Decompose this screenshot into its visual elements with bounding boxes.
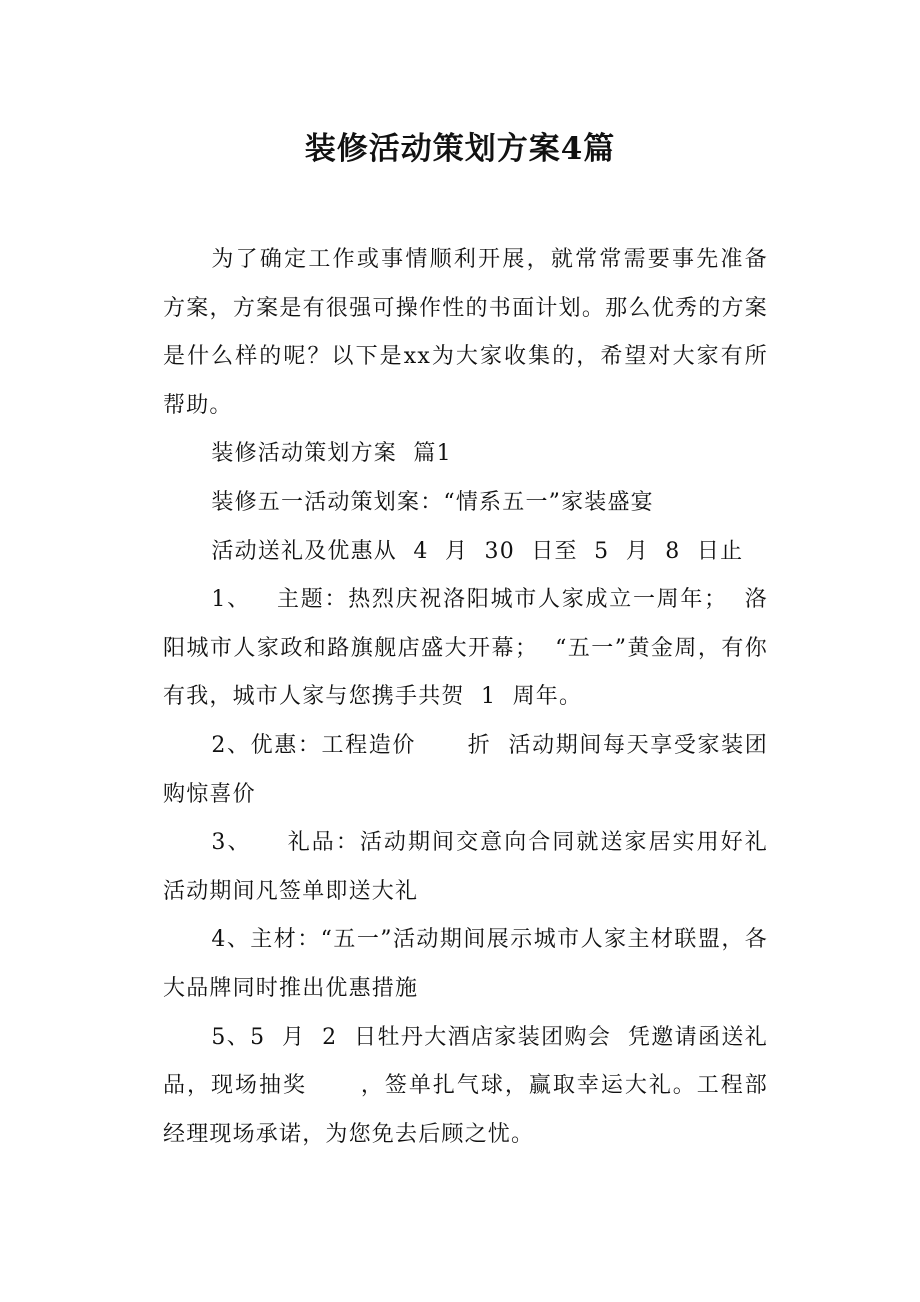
activity-period: 活动送礼及优惠从 4 月 30 日至 5 月 8 日止 (211, 538, 744, 564)
section-heading: 装修活动策划方案 篇1 (211, 441, 452, 467)
document-body (163, 236, 785, 1159)
document-title: 装修活动策划方案4篇 (304, 131, 616, 167)
item-theme: 1、 主题：热烈庆祝洛阳城市人家成立一周年； 洛阳城市人家政和路旗舰店盛大开幕； “五一”黄金周，有你有我，城市人家与您携手共贺 1 周年。 (163, 587, 768, 710)
item-gifts: 3、 礼品：活动期间交意向合同就送家居实用好礼活动期间凡签单即送大礼 (163, 830, 768, 904)
item-discount: 2、优惠：工程造价 折 活动期间每天享受家装团购惊喜价 (163, 732, 768, 807)
item-materials: 4、主材：“五一”活动期间展示城市人家主材联盟，各大品牌同时推出优惠措施 (163, 927, 768, 1001)
item-group-buy-event: 5、5 月 2 日牡丹大酒店家装团购会 凭邀请函送礼品，现场抽奖 ，签单扎气球，赢取幸运大礼。工程部 经理现场承诺，为您免去后顾之忧。 (163, 1024, 785, 1147)
intro-paragraph: 为了确定工作或事情顺利开展，就常常需要事先准备方案，方案是有很强可操作性的书面计划。那么优秀的方案是什么样的呢？以下是xx为大家收集的，希望对大家有所帮助。 (163, 247, 768, 418)
plan-name: 装修五一活动策划案：“情系五一”家装盛宴 (211, 489, 654, 515)
